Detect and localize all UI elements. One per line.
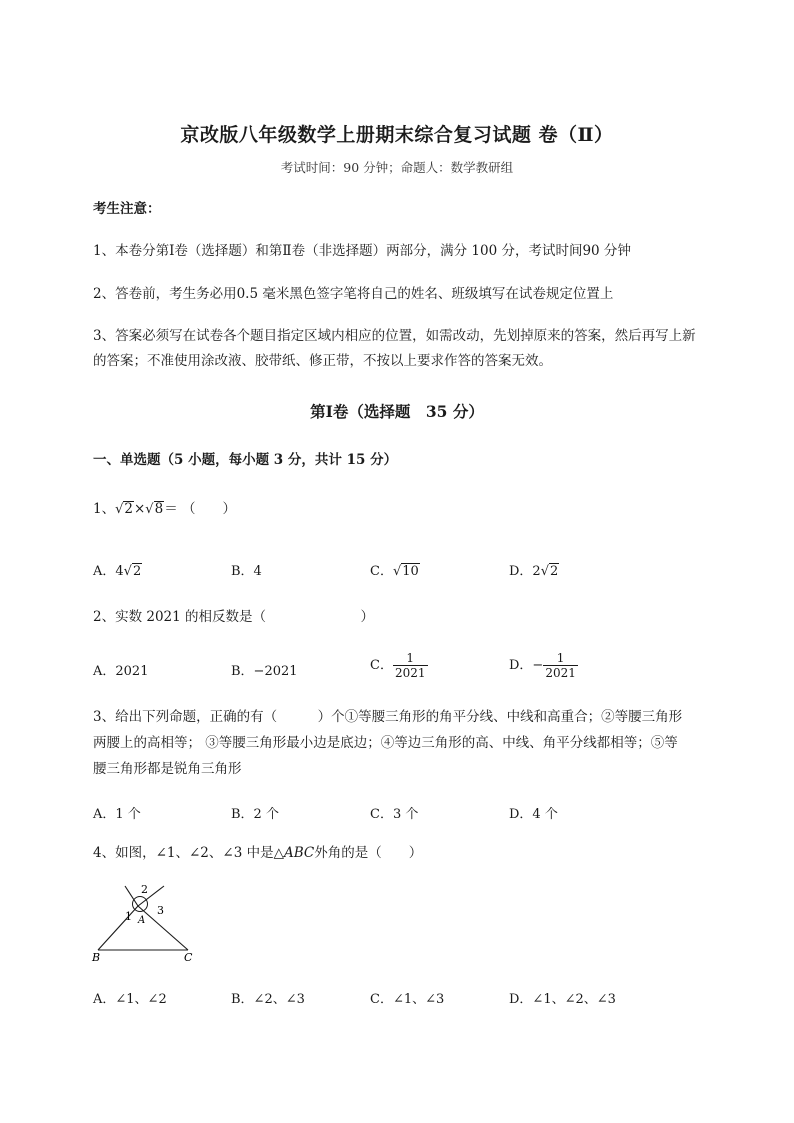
fraction-denominator: 2021: [545, 666, 576, 680]
notice-item-2: 2、答卷前，考生务必用0.5 毫米黑色签字笔将自己的姓名、班级填写在试卷规定位置上: [93, 286, 614, 302]
question-4-stem: [93, 840, 422, 866]
q2-option-b[interactable]: B．−2021: [231, 664, 298, 679]
fraction-denominator: 2021: [394, 666, 426, 680]
q4-option-d[interactable]: D．∠1、∠2、∠3: [509, 992, 616, 1007]
q1-option-d-label: D．2: [509, 564, 541, 579]
fraction-numerator: 1: [406, 651, 415, 665]
q3-option-a[interactable]: A．1 个: [93, 807, 141, 822]
q1-option-c-label: C．: [370, 564, 393, 579]
q2-option-d-label: D．−: [509, 658, 544, 673]
q1-option-a-label: A．4: [93, 564, 124, 579]
q1-prefix: 1、: [93, 501, 116, 517]
fraction-numerator: 1: [556, 651, 565, 665]
sqrt-icon: √: [392, 564, 402, 579]
question-2-stem: 2、实数 2021 的相反数是（ ）: [93, 609, 375, 625]
q4-option-b[interactable]: B．∠2、∠3: [231, 992, 305, 1007]
q4-stem-suffix: 外角的是（ ）: [314, 845, 423, 861]
notice-item-3-cont: 的答案；不准使用涂改液、胶带纸、修正带，不按以上要求作答的答案无效。: [93, 353, 552, 369]
q2-option-c[interactable]: [370, 651, 428, 680]
q4-option-c[interactable]: C．∠1、∠3: [370, 992, 445, 1007]
q2-option-c-label: C．: [370, 658, 393, 673]
sqrt-icon: √: [123, 564, 132, 579]
q4-option-a[interactable]: A．∠1、∠2: [93, 992, 167, 1007]
triangle-figure: [88, 878, 208, 968]
q1-equals: ＝: [164, 501, 178, 517]
label-c: C: [184, 951, 193, 964]
q2-option-d[interactable]: [509, 651, 578, 680]
label-3: 3: [157, 904, 164, 917]
fraction: [543, 651, 578, 680]
q3-option-c[interactable]: C．3 个: [370, 807, 419, 822]
q4-triangle-name: ABC: [283, 845, 315, 861]
q3-option-d[interactable]: D．4 个: [509, 807, 558, 822]
q1-option-c[interactable]: [370, 560, 420, 579]
section-title: 第Ⅰ卷（选择题 35 分）: [310, 402, 484, 421]
extension-ab: [125, 886, 138, 906]
q1-option-a[interactable]: [93, 560, 142, 579]
q1-option-a-radicand: 2: [132, 564, 142, 579]
q2-option-a[interactable]: A．2021: [93, 664, 149, 679]
q1-option-d-radicand: 2: [550, 564, 559, 579]
question-3-line-1: 3、给出下列命题，正确的有（ ）个①等腰三角形的角平分线、中线和高重合；②等腰三角形: [93, 709, 683, 725]
q1-times: ×: [133, 501, 146, 517]
notice-item-3: 3、答案必须写在试卷各个题目指定区域内相应的位置，如需改动，先划掉原来的答案，然后再写上新: [93, 328, 696, 344]
q1-answer-paren: （ ）: [181, 501, 236, 517]
part-heading: 一、单选题（5 小题，每小题 3 分，共计 15 分）: [93, 452, 398, 468]
page-title: 京改版八年级数学上册期末综合复习试题 卷（Ⅱ）: [180, 124, 614, 146]
q1-option-b[interactable]: B．4: [231, 564, 262, 579]
label-1: 1: [125, 910, 132, 923]
notice-heading: 考生注意：: [93, 201, 161, 217]
fraction: [393, 651, 428, 680]
question-3-line-2: 两腰上的高相等； ③等腰三角形最小边是底边；④等边三角形的高、中线、角平分线都相等；⑤等: [93, 735, 678, 751]
q1-option-d[interactable]: [509, 560, 559, 579]
q4-stem-prefix: 4、如图，∠1、∠2、∠3 中是△: [93, 845, 284, 861]
sqrt-icon: √: [115, 502, 124, 517]
question-3-line-3: 腰三角形都是锐角三角形: [93, 761, 242, 777]
question-1-stem: [93, 496, 236, 523]
sqrt-icon: √: [540, 564, 549, 579]
q1-option-c-radicand: 10: [402, 564, 419, 579]
label-b: B: [92, 951, 101, 964]
exam-info: 考试时间：90 分钟；命题人：数学教研组: [280, 160, 514, 175]
label-2: 2: [141, 883, 148, 896]
sqrt-icon: √: [145, 502, 154, 517]
q1-radicand-2: 8: [154, 501, 164, 517]
q1-radicand-1: 2: [124, 501, 133, 517]
notice-item-1: 1、本卷分第Ⅰ卷（选择题）和第Ⅱ卷（非选择题）两部分，满分 100 分，考试时间90 分钟: [93, 243, 631, 259]
q3-option-b[interactable]: B．2 个: [231, 807, 279, 822]
label-a: A: [138, 915, 146, 926]
side-ab: [98, 906, 138, 950]
